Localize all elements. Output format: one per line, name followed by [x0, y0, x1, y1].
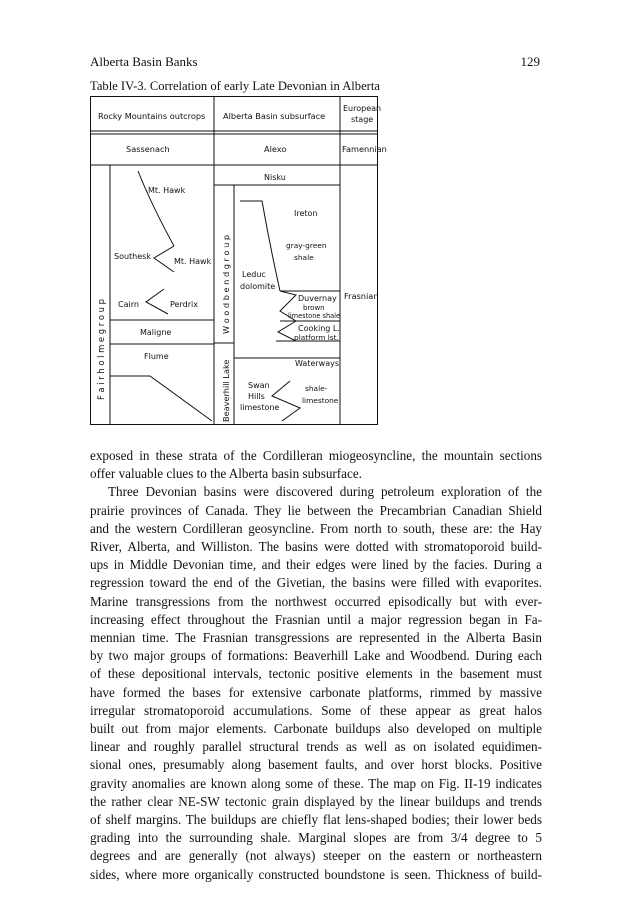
unit-limestone-swan: limestone — [240, 403, 280, 412]
body-line: of these depositional intervals, tectonic positive elements in the basement must — [90, 666, 542, 682]
body-line: offer valuable clues to the Alberta basin subsurface. — [90, 466, 362, 482]
body-line: the rather clear NE-SW tectonic grain displayed by the linear buildups and trends — [90, 793, 542, 809]
body-line: exposed in these strata of the Cordilleran miogeosyncline, the mountain sections — [90, 448, 542, 463]
stage-famennian: Famennian — [342, 144, 387, 154]
running-title: Alberta Basin Banks — [90, 54, 198, 69]
unit-flume: Flume — [144, 352, 169, 361]
unit-platform-lst: platform lst. — [294, 333, 339, 342]
fairholme-group-label: F a i r h o l m e g r o u p — [96, 299, 106, 400]
unit-waterways: Waterways — [295, 359, 339, 368]
header-rocky-mountains: Rocky Mountains outcrops — [98, 111, 206, 121]
unit-shale-dash: shale- — [305, 384, 328, 393]
body-paragraphs — [90, 447, 542, 884]
unit-ireton: Ireton — [294, 209, 318, 218]
unit-swan: Swan — [248, 381, 270, 390]
unit-duvernay: Duvernay — [298, 294, 337, 303]
body-line: ups in Middle Devonian time, and their edges were lined by the facies. During a — [90, 557, 542, 573]
body-line: irregular stromatoporoid accumulations. Some of these appear as great halos — [90, 702, 542, 718]
page-number: 129 — [520, 54, 540, 69]
body-line: sides, where more organically constructed boundstone is seen. Thickness of build- — [90, 866, 542, 882]
body-line: and the western Cordilleran geosyncline. From north to south, these are: the Hay — [90, 520, 542, 536]
body-line: linear and roughly parallel structural trends as well as on isolated equidimen- — [90, 739, 542, 755]
correlation-table-figure — [90, 96, 387, 426]
body-line: by two major groups of formations: Beaverhill Lake and Woodbend. During each — [90, 648, 542, 664]
stage-frasnian: Frasnian — [344, 291, 379, 301]
body-line: of shelf margins. The buildups are chiefly flat lens-shaped bodies; their lower beds — [90, 812, 542, 828]
body-line: prairie provinces of Canada. They lie between the Precambrian Canadian Shield — [90, 502, 542, 518]
body-line: built out from major elements. Carbonate buildups also developed on multiple — [90, 721, 542, 737]
unit-maligne: Maligne — [140, 328, 172, 337]
header-alberta-subsurface: Alberta Basin subsurface — [223, 111, 326, 121]
header-stage: stage — [351, 115, 374, 124]
unit-leduc: Leduc — [242, 270, 266, 279]
unit-perdrix: Perdrix — [170, 300, 198, 309]
body-line: River, Alberta, and Williston. The basins were dotted with stromatoporoid build- — [90, 539, 542, 555]
body-line: grading into the surrounding shale. Marginal slopes are from 3/4 degree to 5 — [90, 830, 542, 846]
unit-cairn: Cairn — [118, 300, 139, 309]
unit-hills: Hills — [248, 392, 265, 401]
unit-sassenach: Sassenach — [126, 144, 170, 154]
unit-cooking-lake: Cooking L. — [298, 324, 340, 333]
body-line: regression toward the end of the Givetian, the basins were filled with evaporites. — [90, 575, 542, 591]
unit-mt-hawk-lower: Mt. Hawk — [174, 257, 212, 266]
unit-limestone-shale: limestone shale — [288, 312, 341, 320]
unit-alexo: Alexo — [264, 144, 287, 154]
unit-gray-green: gray-green — [286, 241, 327, 250]
body-line: degrees and are generally (not always) steeper on the eastern or northeastern — [90, 848, 542, 864]
body-line: increasing effect throughout the Frasnian until a major regression began in Fa- — [90, 611, 542, 627]
correlation-table — [90, 96, 387, 426]
body-line: gravity anomalies are known along some of these. The map on Fig. II-19 indicates — [90, 775, 542, 791]
unit-nisku: Nisku — [264, 173, 286, 182]
unit-southesk: Southesk — [114, 252, 151, 261]
body-line: sional ones, presumably along basement faults, and over horst blocks. Positive — [90, 757, 542, 773]
beaverhill-lake-label: Beaverhill Lake — [221, 359, 231, 422]
body-line: Three Devonian basins were discovered during petroleum exploration of the — [108, 484, 542, 500]
woodbend-group-label: W o o d b e n d g r o u p — [221, 234, 231, 334]
body-line: Marine transgressions from the northwest occurred episodically but with ever- — [90, 593, 542, 609]
unit-dolomite: dolomite — [240, 282, 276, 291]
unit-mt-hawk-upper: Mt. Hawk — [148, 186, 186, 195]
table-caption: Table IV-3. Correlation of early Late Devonian in Alberta — [90, 79, 380, 93]
unit-shale: shale — [294, 253, 314, 262]
body-line: mennian time. The Frasnian transgressions are represented in the Alberta Basin — [90, 630, 542, 646]
header-european: European — [343, 104, 382, 113]
unit-limestone-right: limestone — [302, 396, 339, 405]
body-line: have formed the bases for extensive carbonate platforms, rimmed by massive — [90, 684, 542, 700]
unit-brown: brown — [303, 304, 325, 312]
